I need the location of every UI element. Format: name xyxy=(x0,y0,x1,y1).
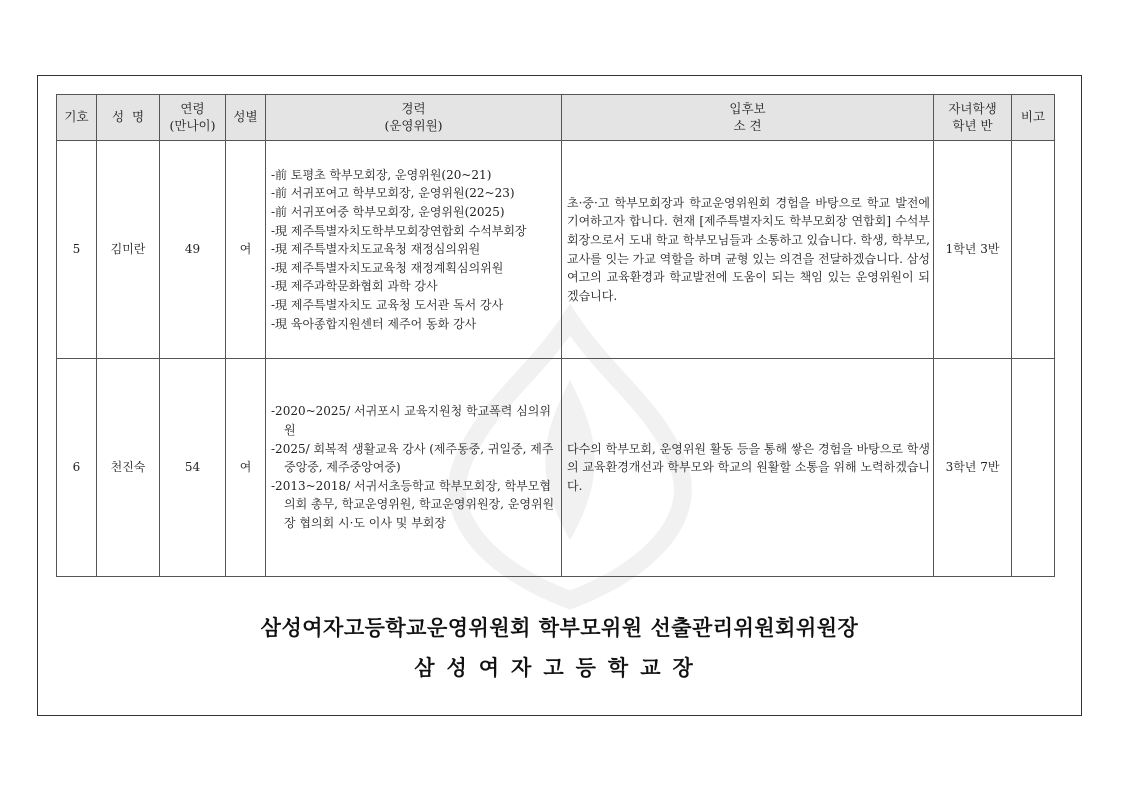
career-list xyxy=(266,166,561,333)
header-class: 자녀학생 학년 반 xyxy=(934,95,1012,141)
header-name: 성 명 xyxy=(97,95,160,141)
career-item: -現 제주특별자치도학부모회장연합회 수석부회장 xyxy=(271,223,527,238)
header-age: 연령 (만나이) xyxy=(160,95,226,141)
career-item: -前 서귀포여고 학부모회장, 운영위원(22~23) xyxy=(271,186,515,201)
candidate-remarks xyxy=(1012,141,1055,359)
career-item: -前 서귀포여중 학부모회장, 운영위원(2025) xyxy=(271,205,505,220)
candidate-gender: 여 xyxy=(226,141,266,359)
candidate-career xyxy=(266,141,562,359)
candidate-remarks xyxy=(1012,359,1055,577)
career-item: -2020~2025/ 서귀포시 교육지원청 학교폭력 심의위원 xyxy=(271,404,551,438)
career-item: -現 제주특별자치도 교육청 도서관 독서 강사 xyxy=(271,297,504,312)
header-career: 경력 (운영위원) xyxy=(266,95,562,141)
candidate-opinion xyxy=(562,141,934,359)
header-number: 기호 xyxy=(57,95,97,141)
header-remarks: 비고 xyxy=(1012,95,1055,141)
career-list xyxy=(266,402,561,532)
header-gender: 성별 xyxy=(226,95,266,141)
candidate-name: 천진숙 xyxy=(97,359,160,577)
header-opinion: 입후보 소 견 xyxy=(562,95,934,141)
career-item: -2013~2018/ 서귀서초등학교 학부모회장, 학부모협의회 총무, 학교운영위원, 학교운영위원장, 운영위원장 협의회 시·도 이사 및 부회장 xyxy=(271,478,555,530)
candidate-gender: 여 xyxy=(226,359,266,577)
candidate-age: 54 xyxy=(160,359,226,577)
committee-chair-signature: 삼성여자고등학교운영위원회 학부모위원 선출관리위원회위원장 xyxy=(260,615,859,640)
career-item: -前 토평초 학부모회장, 운영위원(20~21) xyxy=(271,167,492,182)
candidate-name: 김미란 xyxy=(97,141,160,359)
candidate-class: 3학년 7반 xyxy=(934,359,1012,577)
opinion-text: 다수의 학부모회, 운영위원 활동 등을 통해 쌓은 경험을 바탕으로 학생의 교육환경개선과 학부모와 학교의 원활할 소통을 위해 노력하겠습니다. xyxy=(567,441,930,493)
candidate-class: 1학년 3반 xyxy=(934,141,1012,359)
opinion-text: 초·중·고 학부모회장과 학교운영위원회 경험을 바탕으로 학교 발전에 기여하고자 합니다. 현재 [제주특별자치도 학부모회장 연합회] 수석부회장으로서 도내 학교 학부모님들과 소통하고 있습니다. 학생, 학부모, 교사를 잇는 가교 역할을 하며 균형 있는 의견을 전달하겠습니다. 삼성여고의 교육환경과 학교발전에 도움이 되는 책임 있는 운영위원이 되겠습니다. xyxy=(567,195,930,303)
career-item: -現 제주특별자치도교육청 재정계획심의위원 xyxy=(271,260,504,275)
career-item: -現 제주과학문화협회 과학 강사 xyxy=(271,279,438,294)
table-row xyxy=(57,359,1055,577)
career-item: -現 육아종합지원센터 제주어 동화 강사 xyxy=(271,316,477,331)
candidate-number: 6 xyxy=(57,359,97,577)
candidate-table xyxy=(56,94,1055,577)
candidate-career xyxy=(266,359,562,577)
principal-signature: 삼성여자고등학교장 xyxy=(414,655,705,680)
header-row xyxy=(57,95,1055,141)
candidate-number: 5 xyxy=(57,141,97,359)
career-item: -2025/ 회복적 생활교육 강사 (제주동중, 귀일중, 제주중앙중, 제주중앙여중) xyxy=(271,441,554,475)
table-row xyxy=(57,141,1055,359)
career-item: -現 제주특별자치도교육청 재정심의위원 xyxy=(271,242,481,257)
candidate-opinion xyxy=(562,359,934,577)
candidate-age: 49 xyxy=(160,141,226,359)
